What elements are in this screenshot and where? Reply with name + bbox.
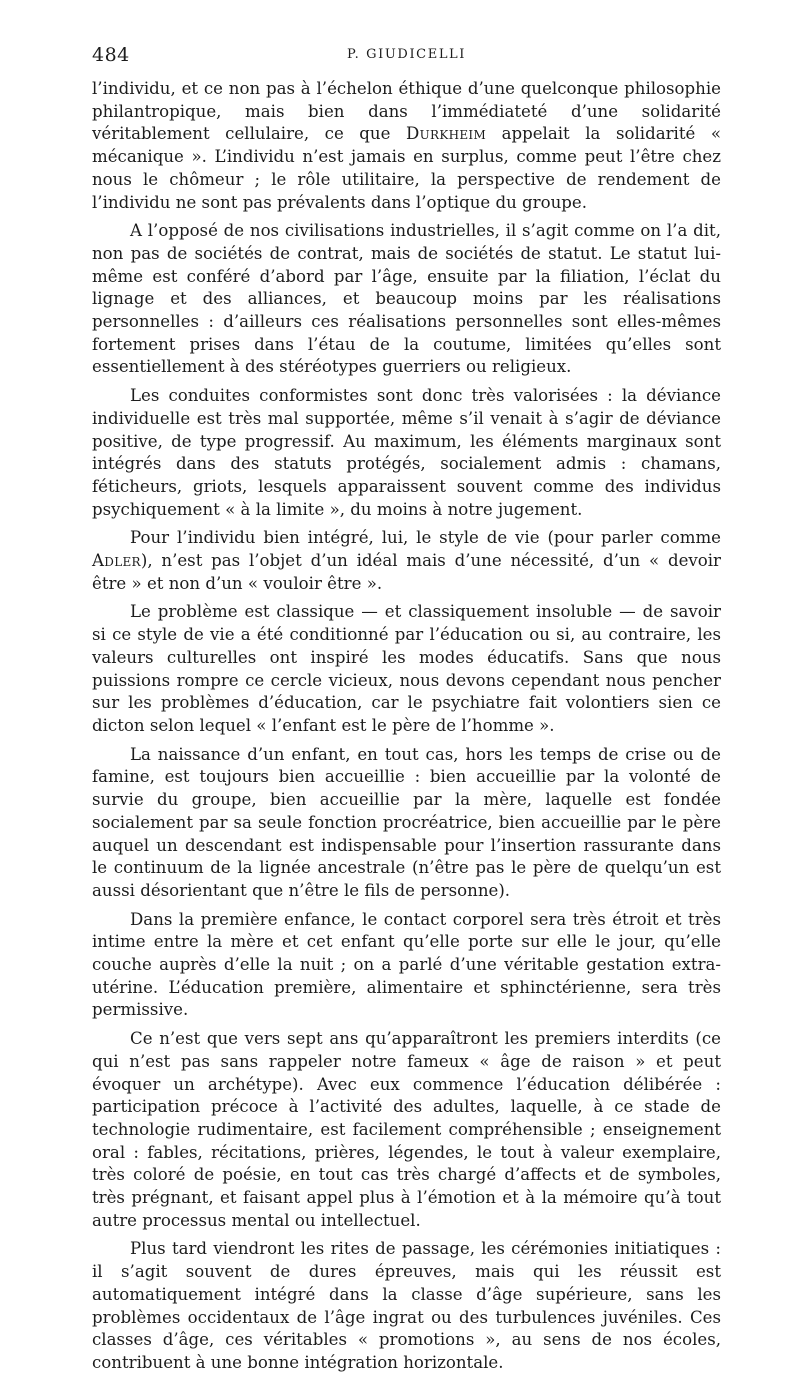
paragraph-1 [92, 78, 721, 214]
author-name-adler: Adler [92, 551, 141, 571]
running-head-author: P. GIUDICELLI [346, 47, 467, 62]
paragraph-2: A l’opposé de nos civilisations industrielles, il s’agit comme on l’a dit, non pas de sociétés de contrat, mais de sociétés de statut. Le statut lui-même est conféré d’abord par l’âge, ensuite par la filiation, l’éclat du lignage et des alliances, et beaucoup moins par les réalisations personnelles : d’ailleurs ces réalisations personnelles sont elles-mêmes fortement prises dans l’étau de la coutume, limitées qu’elles sont essentiellement à des stéréotypes guerriers ou religieux. [92, 221, 721, 377]
book-page [92, 44, 721, 1375]
page-number: 484 [92, 44, 130, 66]
page-header [92, 44, 721, 72]
paragraph-1-text-b: appelait la solidarité « mécanique ». L’individu n’est jamais en surplus, comme peut l’être chez nous le chômeur ; le rôle utilitaire, la perspective de rendement de l’individu ne sont pas prévalents dans l’optique du groupe. [92, 124, 722, 212]
paragraph-3: Les conduites conformistes sont donc très valorisées : la déviance individuelle est très mal supportée, même s’il venait à s’agir de déviance positive, de type progressif. Au maximum, les éléments marginaux sont intégrés dans des statuts protégés, socialement admis : chamans, féticheurs, griots, lesquels apparaissent souvent comme des individus psychiquement « à la limite », du moins à notre jugement. [92, 386, 721, 519]
paragraph-8: Ce n’est que vers sept ans qu’apparaîtront les premiers interdits (ce qui n’est pas sans rappeler notre fameux « âge de raison » et peut évoquer un archétype). Avec eux commence l’éducation délibérée : participation précoce à l’activité des adultes, laquelle, à ce stade de technologie rudimentaire, est facilement compréhensible ; enseignement oral : fables, récitations, prières, légendes, le tout à valeur exemplaire, très coloré de poésie, en tout cas très chargé d’affects et de symboles, très prégnant, et faisant appel plus à l’émotion et à la mémoire qu’à tout autre processus mental ou intellectuel. [92, 1029, 721, 1230]
paragraph-7: Dans la première enfance, le contact corporel sera très étroit et très intime entre la mère et cet enfant qu’elle porte sur elle le jour, qu’elle couche auprès d’elle la nuit ; on a parlé d’une véritable gestation extra-utérine. L’éducation première, alimentaire et sphinctérienne, sera très permissive. [92, 909, 721, 1020]
paragraph-9: Plus tard viendront les rites de passage, les cérémonies initiatiques : il s’agit souvent de dures épreuves, mais qui les réussit est automatiquement intégré dans la classe d’âge supérieure, sans les problèmes occidentaux de l’âge ingrat ou des turbulences juvéniles. Ces classes d’âge, ces véritables « promotions », au sens de nos écoles, contribuent à une bonne intégration horizontale. [92, 1239, 721, 1372]
paragraph-4 [92, 527, 721, 595]
paragraph-4-text-b: ), n’est pas l’objet d’un idéal mais d’une nécessité, d’un « devoir être » et non d’un « vouloir être ». [92, 551, 721, 593]
author-name-durkheim: Durkheim [405, 124, 487, 144]
paragraph-5: Le problème est classique — et classiquement insoluble — de savoir si ce style de vie a été conditionné par l’éducation ou si, au contraire, les valeurs culturelles ont inspiré les modes éducatifs. Sans que nous puissions rompre ce cercle vicieux, nous devons cependant nous pencher sur les problèmes d’éducation, car le psychiatre fait volontiers sien ce dicton selon lequel « l’enfant est le père de l’homme ». [92, 602, 721, 735]
body-text [92, 78, 721, 1375]
paragraph-4-text-a: Pour l’individu bien intégré, lui, le style de vie (pour parler comme [130, 528, 721, 548]
paragraph-1-text-a: l’individu, et ce non pas à l’échelon éthique d’une quelconque philosophie philantropique, mais bien dans l’immédiateté d’une solidarité véritablement cellulaire, ce que [92, 79, 721, 144]
paragraph-6: La naissance d’un enfant, en tout cas, hors les temps de crise ou de famine, est toujours bien accueillie : bien accueillie par la volonté de survie du groupe, bien accueillie par la mère, laquelle est fondée socialement par sa seule fonction procréatrice, bien accueillie par le père auquel un descendant est indispensable pour l’insertion rassurante dans le continuum de la lignée ancestrale (n’être pas le père de quelqu’un est aussi désorientant que n’être le fils de personne). [92, 744, 721, 900]
